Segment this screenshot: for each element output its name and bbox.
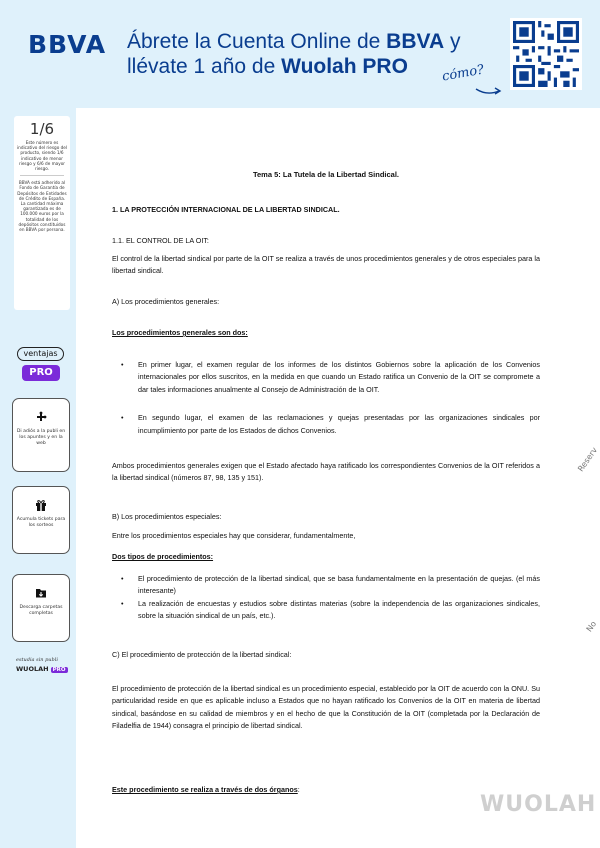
wuolah-pro-logo: WUOLAH PRO xyxy=(16,665,66,673)
promo-banner[interactable] xyxy=(0,0,600,108)
download-folders-text: Descarga carpetas completas xyxy=(19,605,63,616)
list-item: • El procedimiento de protección de la libertad sindical, que se basa fundamentalmente en la presentación de quejas. (el más interesante) xyxy=(112,573,540,598)
gift-icon xyxy=(35,499,47,511)
list-item: • En primer lugar, el examen regular de los informes de los distintos Gobiernos sobre la aplicación de los Convenios internacionales por ellos suscritos, en la medida en que cuando un Estado ratifica un Convenio de la OIT se compromete a dar tales informaciones anualmente al Consejo de Administración de la OIT. xyxy=(112,359,540,396)
section-heading-1-1: 1.1. EL CONTROL DE LA OIT: xyxy=(112,236,209,245)
divider xyxy=(20,175,64,176)
banner-headline-line2: llévate 1 año de Wuolah PRO xyxy=(127,55,408,78)
label-procedimientos-generales: Los procedimientos generales son dos: xyxy=(112,328,248,337)
paragraph-control-oit: El control de la libertad sindical por parte de la OIT se realiza a través de unos procedimientos generales y de otros especiales para la libertad sindical. xyxy=(112,254,540,276)
paragraph-dos-organos: Este procedimiento se realiza a través de dos órganos: xyxy=(112,785,300,794)
risk-ratio: 1/6 xyxy=(29,120,55,138)
risk-info-card xyxy=(14,116,70,310)
list-procedimientos-generales xyxy=(112,359,540,437)
document-title: Tema 5: La Tutela de la Libertad Sindical. xyxy=(252,170,399,179)
pro-badge[interactable]: PRO xyxy=(22,365,60,381)
heading-procedimiento-proteccion: C) El procedimiento de protección de la libertad sindical: xyxy=(112,650,292,659)
bbva-logo: BBVA xyxy=(28,30,107,59)
download-folders-card[interactable] xyxy=(12,574,70,642)
wuolah-watermark: WUOLAH xyxy=(480,792,597,817)
no-ads-card[interactable] xyxy=(12,398,70,472)
qr-code-icon[interactable] xyxy=(510,18,582,90)
list-item: • En segundo lugar, el examen de las reclamaciones y quejas presentadas por las organizaciones sindicales por incumplimiento por parte de los Estados de dichos Convenios. xyxy=(112,412,540,437)
estudia-sin-publi-tagline: estudia sin publi xyxy=(16,657,58,663)
paragraph-procedimiento-proteccion: El procedimiento de protección de la libertad sindical es un procedimiento especial, establecido por la OIT de acuerdo con la ONU. Su particularidad reside en que es aplicable incluso a Estados que no hayan ratificado los Convenios de la OIT en materia de libertad sindical, basándose en su calidad de miembros y en el hecho de que la Constitución de la OIT (completada por la Declaración de Filadelfia de 1944) consagra el principio de libertad sindical. xyxy=(112,684,540,731)
list-procedimientos-especiales xyxy=(112,573,540,623)
ventajas-label: ventajas xyxy=(17,347,64,361)
section-heading-1: 1. LA PROTECCIÓN INTERNACIONAL DE LA LIBERTAD SINDICAL. xyxy=(112,205,340,214)
no-ads-text: Di adiós a la publi en los apuntes y en la web xyxy=(16,429,66,446)
banner-headline-line1: Ábrete la Cuenta Online de BBVA y xyxy=(127,30,461,53)
margin-note-no: No xyxy=(584,619,599,634)
tickets-text: Acumula tickets para los sorteos xyxy=(16,517,66,528)
paragraph-ratificacion: Ambos procedimientos generales exigen que el Estado afectado haya ratificado los correspondientes Convenios de la OIT referidos a la libertad sindical (números 87, 98, 135 y 151). xyxy=(112,461,540,483)
como-label: cómo? xyxy=(441,62,486,85)
margin-note-reserv: Reserv xyxy=(576,445,600,474)
paragraph-procedimientos-especiales: Entre los procedimientos especiales hay que considerar, fundamentalmente, xyxy=(112,531,356,540)
label-dos-tipos: Dos tipos de procedimientos: xyxy=(112,552,214,561)
folder-download-icon xyxy=(35,587,47,599)
heading-procedimientos-generales: A) Los procedimientos generales: xyxy=(112,297,220,306)
heading-procedimientos-especiales: B) Los procedimientos especiales: xyxy=(112,512,222,521)
sidebar xyxy=(0,108,76,848)
tickets-card[interactable] xyxy=(12,486,70,554)
list-item: • La realización de encuestas y estudios sobre distintas materias (sobre la independencia de las organizaciones sindicales, sobre la situación sindical de un país, etc.). xyxy=(112,598,540,623)
puzzle-icon xyxy=(35,411,47,423)
risk-text: Este número es indicativo del riesgo del producto, siendo 1/6 indicativo de menor riesgo y 6/6 de mayor riesgo. xyxy=(17,140,68,172)
deposit-guarantee-text: BBVA está adherido al Fondo de Garantía de Depósitos de Entidades de Crédito de España. La cantidad máxima garantizada es de 100.000 euros por la totalidad de los depósitos constituidos en BBVA por persona. xyxy=(17,180,67,233)
arrow-icon xyxy=(475,86,503,96)
